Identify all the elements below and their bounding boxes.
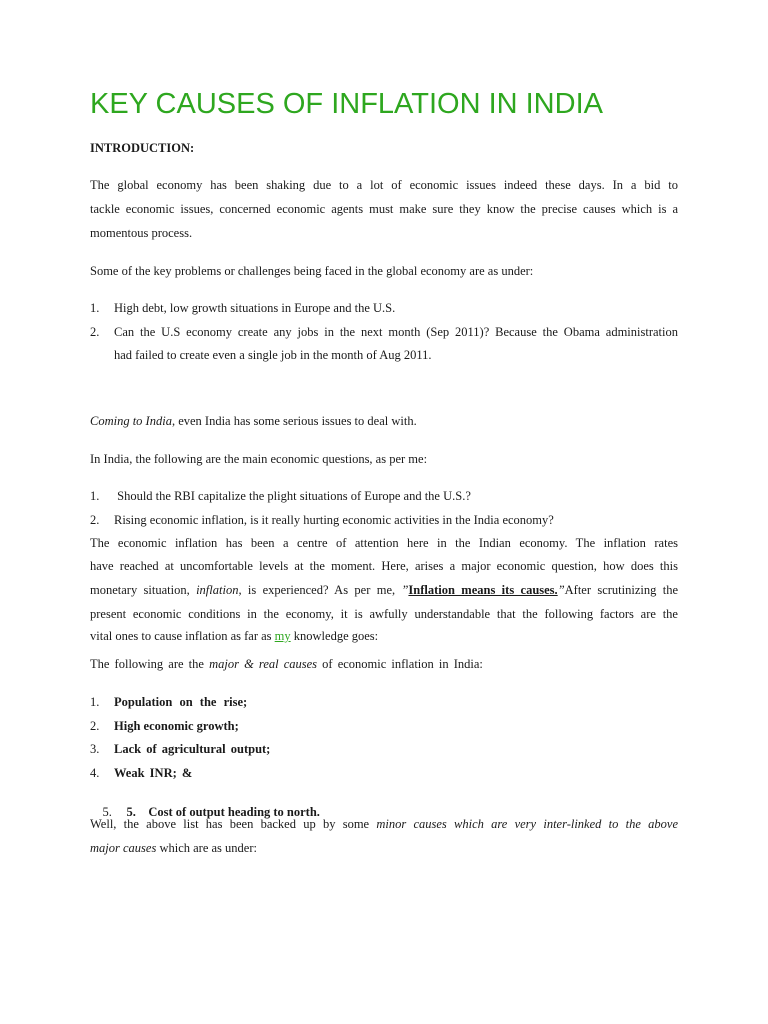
closing-line1: Well, the above list has been backed up by some minor causes which are very inter-linked to the above [90, 817, 678, 831]
list-text: High debt, low growth situations in Europe and the U.S. [114, 301, 396, 315]
list-text: Rising economic inflation, is it really hurting economic activities in the India economy? [114, 513, 554, 527]
list-text: Lack of agricultural output; [114, 742, 271, 756]
list-text: High economic growth; [114, 719, 239, 733]
document-title: KEY CAUSES OF INFLATION IN INDIA [90, 88, 603, 120]
para3-line3: monetary situation, inflation, is experienced? As per me, ”Inflation means its causes.”After scrutinizing the [90, 583, 678, 597]
major-list-item-3 [90, 741, 678, 757]
list-number: 1. [90, 695, 100, 709]
para3-line4: present economic conditions in the economy, it is awfully understandable that the following factors are the [90, 607, 678, 621]
para3-line2: have reached at uncomfortable levels at the moment. Here, arises a major economic question, how does this [90, 559, 678, 573]
global-list-item-1 [90, 300, 678, 316]
list-number: 2. [90, 719, 100, 733]
inflation-italic: inflation, [196, 583, 242, 597]
list-number: 1. [90, 489, 100, 503]
major-real-italic: major & real causes [209, 657, 318, 671]
india-list-item-2 [90, 512, 678, 528]
global-list-item-2-cont: had failed to create even a single job in the month of Aug 2011. [114, 348, 432, 362]
india-list-item-1 [90, 488, 678, 504]
list-number: 3. [90, 742, 100, 756]
list-number: 1. [90, 301, 100, 315]
coming-rest: , even India has some serious issues to deal with. [171, 414, 417, 428]
para3-line5: vital ones to cause inflation as far as my knowledge goes: [90, 629, 379, 643]
india-intro: In India, the following are the main economic questions, as per me: [90, 452, 428, 466]
list-text: Can the U.S economy create any jobs in the next month (Sep 2011)? Because the Obama administration [114, 325, 678, 339]
coming-to-india [90, 413, 678, 429]
list-text: Population on the rise; [114, 695, 248, 709]
para1-line2: tackle economic issues, concerned economic agents must make sure they know the precise causes which is a [90, 202, 678, 216]
para2: Some of the key problems or challenges being faced in the global economy are as under: [90, 264, 534, 278]
major-list-item-1 [90, 694, 678, 710]
major-causes-italic: major causes [90, 841, 157, 855]
list-text: Should the RBI capitalize the plight situations of Europe and the U.S.? [114, 489, 471, 503]
list-text: 5. Cost of output heading to north. [126, 805, 320, 819]
minor-causes-italic: minor causes which are very inter-linked to the above [376, 817, 678, 831]
global-list-item-2 [90, 324, 678, 340]
list-text: Weak INR; & [114, 766, 193, 780]
para1-line1: The global economy has been shaking due to a lot of economic issues indeed these days. In a bid to [90, 178, 678, 192]
closing-line2: major causes which are as under: [90, 841, 257, 855]
major-list-item-4 [90, 765, 678, 781]
list-number: 4. [90, 766, 100, 780]
inflation-quote: Inflation means its causes. [408, 583, 558, 597]
my-link[interactable]: my [274, 629, 291, 643]
major-intro: The following are the major & real causes of economic inflation in India: [90, 657, 483, 671]
coming-italic: Coming to India [90, 414, 172, 428]
major-list-item-2 [90, 718, 678, 734]
list-number: 2. [90, 513, 100, 527]
intro-heading: INTRODUCTION: [90, 141, 195, 155]
para1-line3: momentous process. [90, 226, 193, 240]
list-number: 2. [90, 325, 100, 339]
list-number: 5. [102, 805, 112, 819]
para3-line1: The economic inflation has been a centre of attention here in the Indian economy. The inflation rates [90, 536, 678, 550]
